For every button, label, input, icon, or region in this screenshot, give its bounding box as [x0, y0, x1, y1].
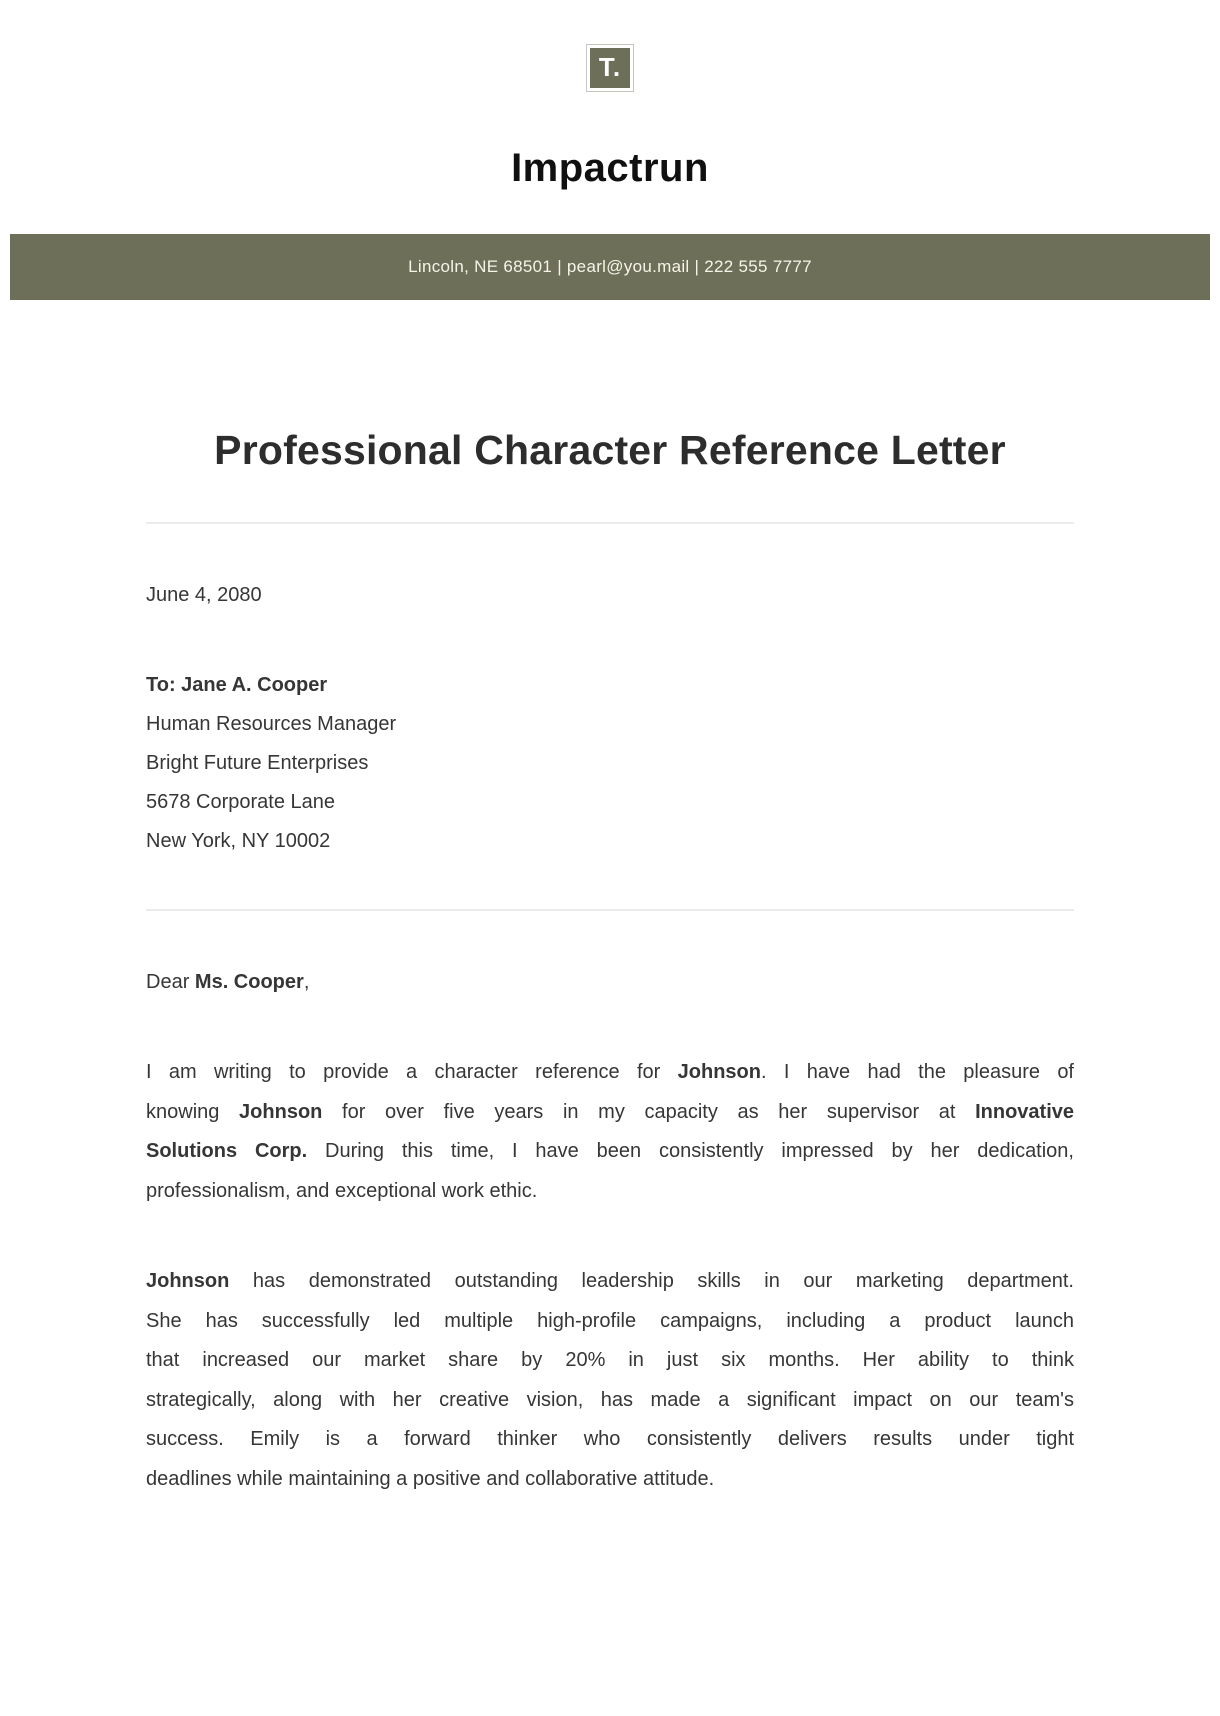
divider-top: [146, 522, 1074, 524]
paragraph: [146, 1262, 1074, 1499]
contact-banner: [10, 234, 1210, 300]
recipient-city: New York, NY 10002: [146, 830, 331, 852]
letter-paragraphs: [146, 1053, 1074, 1499]
recipient-to-line: To: Jane A. Cooper: [146, 674, 328, 696]
recipient-street: 5678 Corporate Lane: [146, 791, 336, 813]
paragraph-line: that increased our market share by 20% in just six months. Her ability to think: [146, 1349, 1074, 1371]
paragraph-line: success. Emily is a forward thinker who consistently delivers results under tight: [146, 1428, 1074, 1450]
letterhead: [0, 44, 1220, 190]
contact-banner-text: Lincoln, NE 68501 | pearl@you.mail | 222 555 7777: [408, 257, 812, 276]
recipient-address: [146, 666, 1074, 861]
brand-logo: [586, 44, 634, 92]
paragraph-line: She has successfully led multiple high-profile campaigns, including a product launch: [146, 1309, 1074, 1332]
paragraph-line: I am writing to provide a character reference for Johnson. I have had the pleasure of: [146, 1061, 1074, 1083]
letter-title: Professional Character Reference Letter: [214, 427, 1006, 473]
paragraph-line: strategically, along with her creative vision, has made a significant impact on our team's: [146, 1388, 1074, 1411]
letter-body: [146, 425, 1074, 1499]
paragraph-line: deadlines while maintaining a positive and collaborative attitude.: [146, 1467, 715, 1490]
recipient-company: Bright Future Enterprises: [146, 752, 369, 774]
paragraph-line: Solutions Corp. During this time, I have been consistently impressed by her dedication,: [146, 1140, 1074, 1162]
divider-middle: [146, 909, 1074, 911]
paragraph-line: professionalism, and exceptional work ethic.: [146, 1179, 538, 1202]
salutation: Dear Ms. Cooper,: [146, 971, 310, 993]
paragraph-line: Johnson has demonstrated outstanding leadership skills in our marketing department.: [146, 1270, 1074, 1292]
brand-logo-monogram: T.: [590, 48, 630, 88]
paragraph-line: knowing Johnson for over five years in my capacity as her supervisor at Innovative: [146, 1100, 1075, 1123]
recipient-role: Human Resources Manager: [146, 713, 397, 735]
brand-name: Impactrun: [511, 146, 709, 190]
letter-date: June 4, 2080: [146, 584, 262, 606]
paragraph: [146, 1053, 1074, 1211]
